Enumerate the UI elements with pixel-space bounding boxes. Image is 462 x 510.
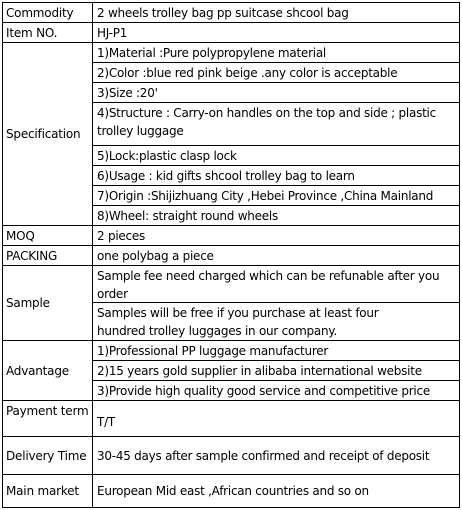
spec-line-structure: 4)Structure : Carry-on handles on the top and side ; plastic trolley luggage — [93, 103, 459, 146]
product-spec-table — [2, 2, 460, 508]
delivery-time-label: Delivery Time — [3, 437, 93, 475]
delivery-time-value: 30-45 days after sample confirmed and receipt of deposit — [93, 437, 459, 475]
item-no-value: HJ-P1 — [93, 23, 459, 43]
spec-line-size: 3)Size :20' — [93, 83, 459, 103]
spec-line-wheel: 8)Wheel: straight round wheels — [93, 206, 459, 226]
advantage-line-manufacturer: 1)Professional PP luggage manufacturer — [93, 341, 459, 361]
specification-label: Specification — [3, 43, 93, 226]
sample-label: Sample — [3, 266, 93, 341]
packing-value: one polybag a piece — [93, 246, 459, 266]
sample-line-fee: Sample fee need charged which can be refunable after you order — [93, 266, 459, 303]
main-market-value: European Mid east ,African countries and so on — [97, 484, 369, 498]
advantage-line-quality: 3)Provide high quality good service and competitive price — [93, 381, 459, 401]
item-no-label: Item NO. — [3, 23, 93, 43]
spec-line-color: 2)Color :blue red pink beige .any color is acceptable — [93, 63, 459, 83]
commodity-value: 2 wheels trolley bag pp suitcase shcool bag — [93, 3, 459, 23]
sample-line-free: Samples will be free if you purchase at least four — [97, 305, 379, 320]
spec-line-usage: 6)Usage : kid gifts shcool trolley bag to learn — [93, 166, 459, 186]
advantage-line-supplier: 2)15 years gold supplier in alibaba international website — [93, 361, 459, 381]
payment-term-value: T/T — [93, 401, 459, 437]
main-market-label: Main market — [3, 475, 93, 507]
advantage-label: Advantage — [3, 341, 93, 401]
moq-label: MOQ — [3, 226, 93, 246]
spec-line-origin: 7)Origin :Shijizhuang City ,Hebei Province ,China Mainland — [93, 186, 459, 206]
commodity-label: Commodity — [3, 3, 93, 23]
spec-line-material: 1)Material :Pure polypropylene material — [93, 43, 459, 63]
payment-term-label: Payment term — [3, 401, 93, 437]
moq-value: 2 pieces — [93, 226, 459, 246]
spec-line-lock: 5)Lock:plastic clasp lock — [93, 146, 459, 166]
sample-line-quantity: hundred trolley luggages in our company. — [93, 322, 459, 341]
packing-label: PACKING — [3, 246, 93, 266]
